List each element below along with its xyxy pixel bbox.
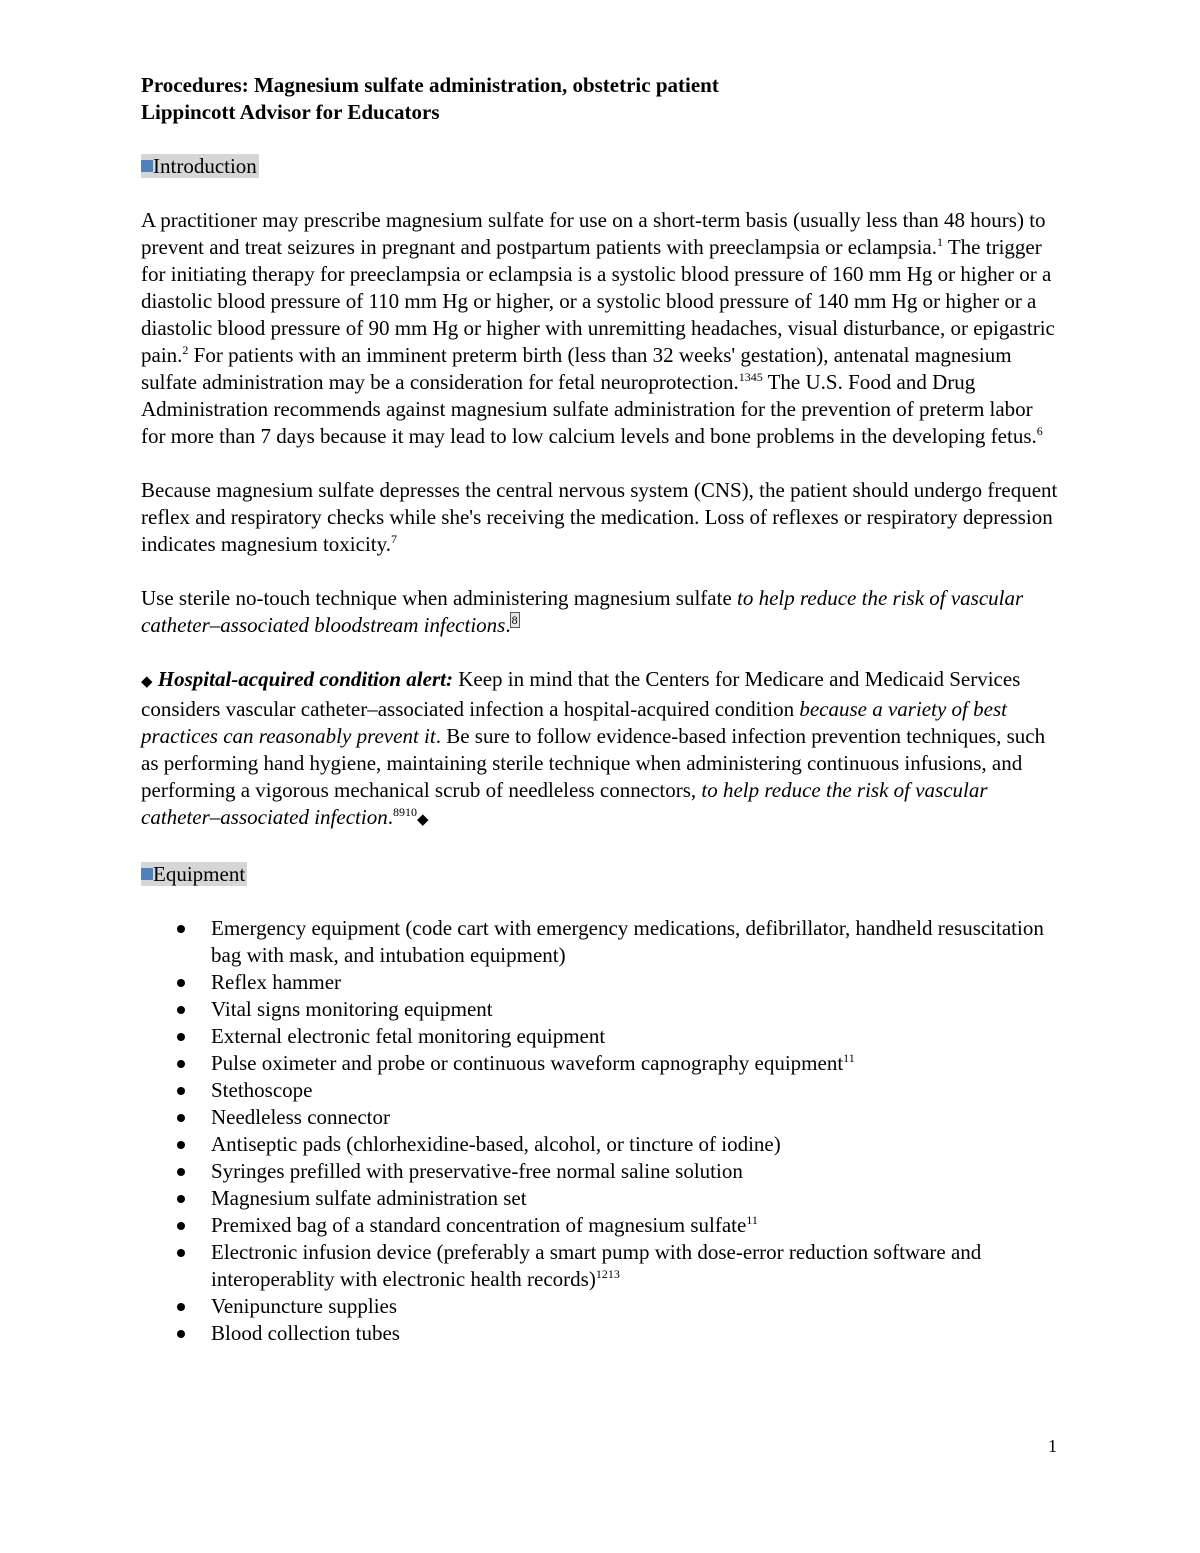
equipment-list-item (141, 996, 1061, 1023)
equipment-list (141, 915, 1061, 1347)
bullet-icon (177, 1222, 185, 1230)
reference-1[interactable]: 1 (936, 235, 943, 249)
document-title (141, 72, 1061, 126)
reference-7[interactable]: 7 (391, 532, 398, 546)
alert-label: Hospital-acquired condition alert: (157, 667, 453, 691)
equipment-item-text: Pulse oximeter and probe or continuous waveform capnography equipment (211, 1051, 844, 1075)
equipment-list-item (141, 1239, 1061, 1293)
page-number: 1 (1048, 1436, 1057, 1456)
section-marker-icon (141, 868, 153, 880)
bullet-icon (177, 1087, 185, 1095)
intro-paragraph-2: Because magnesium sulfate depresses the central nervous system (CNS), the patient should undergo frequent reflex and respiratory checks while she's receiving the medication. Loss of reflexes or respiratory depression indicates magnesium toxicity.$^7$ (141, 478, 1058, 556)
intro-paragraph-1: A practitioner may prescribe magnesium sulfate for use on a short-term basis (usually less than 48 hours) to prevent and treat seizures in pregnant and postpartum patients with preeclampsia or eclampsia.$^1$ The trigger for initiating therapy for preeclampsia or eclampsia is a systolic blood pressure of 160 mm Hg or higher or a diastolic blood pressure of 110 mm Hg or higher, or a systolic blood pressure of 140 mm Hg or higher or a diastolic blood pressure of 90 mm Hg or higher with unremitting headaches, visual disturbance, or epigastric pain.$^2$ For patients with an imminent preterm birth (less than 32 weeks' gestation), antenatal magnesium sulfate administration may be a consideration for fetal neuroprotection.$^{1345}$ The U.S. Food and Drug Administration recommends against magnesium sulfate administration for the prevention of preterm labor for more than 7 days because it may lead to low calcium levels and bone problems in the developing fetus.$^6$ (141, 208, 1055, 448)
equipment-item-text: Syringes prefilled with preservative-free normal saline solution (211, 1159, 743, 1183)
equipment-list-item (141, 1104, 1061, 1131)
section-heading-introduction (141, 153, 1061, 180)
equipment-list-item (141, 1050, 1061, 1077)
section-marker-icon (141, 160, 153, 172)
equipment-item-reference[interactable]: 1213 (595, 1267, 620, 1281)
equipment-item-text: Premixed bag of a standard concentration of magnesium sulfate (211, 1213, 747, 1237)
intro-paragraph-3: Use sterile no-touch technique when administering magnesium sulfate to help reduce the risk of vascular catheter–associated bloodstream infections.$^8$ (141, 586, 1024, 637)
equipment-item-text: Magnesium sulfate administration set (211, 1186, 527, 1210)
bullet-icon (177, 925, 185, 933)
reference-8910[interactable]: 8910 (392, 805, 417, 819)
bullet-icon (177, 1249, 185, 1257)
equipment-list-item (141, 1158, 1061, 1185)
reference-6[interactable]: 6 (1036, 424, 1043, 438)
equipment-list-item (141, 1320, 1061, 1347)
reference-8-selected[interactable]: 8 (511, 613, 518, 627)
equipment-item-text: Vital signs monitoring equipment (211, 997, 493, 1021)
bullet-icon (177, 1303, 185, 1311)
bullet-icon (177, 1033, 185, 1041)
bullet-icon (177, 1114, 185, 1122)
diamond-icon: ◆ (141, 674, 153, 690)
reference-1345[interactable]: 1345 (738, 370, 763, 384)
equipment-list-item (141, 1077, 1061, 1104)
section-heading-label: Equipment (153, 862, 246, 886)
section-heading-label: Introduction (153, 154, 257, 178)
equipment-item-reference[interactable]: 11 (746, 1213, 758, 1227)
equipment-list-item (141, 969, 1061, 996)
bullet-icon (177, 1168, 185, 1176)
equipment-item-reference[interactable]: 11 (843, 1051, 855, 1065)
equipment-item-text: Venipuncture supplies (211, 1294, 398, 1318)
reference-2[interactable]: 2 (182, 343, 189, 357)
equipment-list-item (141, 1293, 1061, 1320)
bullet-icon (177, 1330, 185, 1338)
bullet-icon (177, 1141, 185, 1149)
equipment-item-text: External electronic fetal monitoring equipment (211, 1024, 606, 1048)
equipment-item-text: Needleless connector (211, 1105, 391, 1129)
subtitle-text: Lippincott Advisor for Educators (141, 100, 440, 124)
end-diamond-icon: ◆ (416, 812, 429, 828)
equipment-list-item (141, 1023, 1061, 1050)
equipment-list-item (141, 915, 1061, 969)
equipment-item-text: Stethoscope (211, 1078, 313, 1102)
bullet-icon (177, 1195, 185, 1203)
equipment-item-text: Electronic infusion device (preferably a smart pump with dose-error reduction software and interoperablity with electronic health records) (211, 1240, 982, 1291)
document-page (141, 72, 1061, 1347)
bullet-icon (177, 1006, 185, 1014)
equipment-item-text: Reflex hammer (211, 970, 342, 994)
hac-alert-paragraph: ◆ Hospital-acquired condition alert: Keep in mind that the Centers for Medicare and Medicaid Services considers vascular catheter–associated infection a hospital-acquired condition because a variety of best practices can reasonably prevent it. Be sure to follow evidence-based infection prevention techniques, such as performing hand hygiene, maintaining sterile technique when administering continuous infusions, and performing a vigorous mechanical scrub of needleless connectors, to help reduce the risk of vascular catheter–associated infection.$^{8910}$◆ (141, 667, 1046, 829)
bullet-icon (177, 1060, 185, 1068)
equipment-item-text: Emergency equipment (code cart with emergency medications, defibrillator, handheld resuscitation bag with mask, and intubation equipment) (211, 916, 1044, 967)
bullet-icon (177, 979, 185, 987)
section-heading-equipment (141, 861, 1061, 888)
equipment-list-item (141, 1185, 1061, 1212)
equipment-item-text: Blood collection tubes (211, 1321, 400, 1345)
equipment-list-item (141, 1212, 1061, 1239)
equipment-list-item (141, 1131, 1061, 1158)
title-text: Procedures: Magnesium sulfate administration, obstetric patient (141, 73, 719, 97)
equipment-item-text: Antiseptic pads (chlorhexidine-based, alcohol, or tincture of iodine) (211, 1132, 781, 1156)
